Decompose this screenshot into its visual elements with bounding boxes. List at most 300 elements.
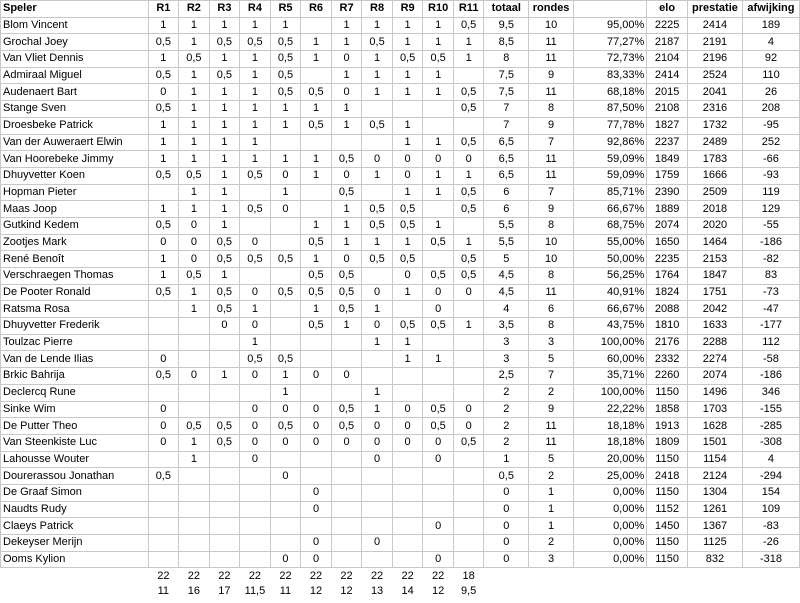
round-score	[301, 67, 332, 84]
total-score: 0	[484, 484, 529, 501]
rating-deviation: 346	[742, 384, 799, 401]
round-score: 0	[301, 535, 332, 552]
round-score: 0,5	[270, 67, 301, 84]
round-score: 0,5	[301, 117, 332, 134]
rounds-played: 9	[529, 67, 574, 84]
round-score: 1	[362, 167, 393, 184]
round-score: 0,5	[453, 17, 484, 34]
round-score: 1	[148, 268, 179, 285]
round-score	[270, 518, 301, 535]
performance-rating: 1261	[687, 501, 742, 518]
table-row	[1, 184, 800, 201]
elo-rating: 1810	[647, 318, 688, 335]
round-score: 0,5	[362, 217, 393, 234]
table-row	[1, 518, 800, 535]
round-summary: 11,5	[244, 585, 266, 598]
round-score: 0,5	[331, 268, 362, 285]
round-score: 0	[331, 167, 362, 184]
round-score: 1	[331, 217, 362, 234]
total-score: 3,5	[484, 318, 529, 335]
score-percentage: 43,75%	[573, 318, 646, 335]
score-percentage: 83,33%	[573, 67, 646, 84]
round-score: 0,5	[209, 418, 240, 435]
round-score: 0,5	[423, 51, 454, 68]
score-percentage: 0,00%	[573, 518, 646, 535]
round-score	[209, 551, 240, 568]
performance-rating: 2288	[687, 334, 742, 351]
player-name: Van de Lende Ilias	[1, 351, 149, 368]
player-name: De Graaf Simon	[1, 484, 149, 501]
round-score: 1	[392, 67, 423, 84]
elo-rating: 1150	[647, 384, 688, 401]
round-score	[179, 535, 210, 552]
round-score	[148, 301, 179, 318]
round-score	[423, 117, 454, 134]
round-score: 0	[423, 301, 454, 318]
round-score: 0,5	[392, 217, 423, 234]
player-name: Audenaert Bart	[1, 84, 149, 101]
rating-deviation: 109	[742, 501, 799, 518]
round-score: 1	[423, 84, 454, 101]
score-percentage: 60,00%	[573, 351, 646, 368]
total-score: 0	[484, 535, 529, 552]
rounds-played: 3	[529, 551, 574, 568]
round-score	[392, 501, 423, 518]
performance-rating: 1847	[687, 268, 742, 285]
round-score: 0	[301, 368, 332, 385]
round-summary	[529, 584, 574, 600]
round-score	[453, 368, 484, 385]
score-percentage: 77,27%	[573, 34, 646, 51]
round-score: 0,5	[331, 301, 362, 318]
elo-rating: 2225	[647, 17, 688, 34]
player-name: Ratsma Rosa	[1, 301, 149, 318]
round-score	[240, 535, 271, 552]
table-row	[1, 401, 800, 418]
round-score: 1	[270, 17, 301, 34]
round-summary: 12	[309, 585, 323, 598]
round-score: 1	[209, 101, 240, 118]
rating-deviation: -73	[742, 284, 799, 301]
table-footer	[1, 568, 800, 600]
score-percentage: 68,75%	[573, 217, 646, 234]
round-score: 1	[148, 201, 179, 218]
round-score: 1	[453, 167, 484, 184]
round-score	[362, 368, 393, 385]
round-score: 1	[179, 101, 210, 118]
round-score	[453, 518, 484, 535]
table-row	[1, 468, 800, 485]
rounds-played: 11	[529, 167, 574, 184]
performance-rating: 2041	[687, 84, 742, 101]
table-row	[1, 167, 800, 184]
round-score	[453, 535, 484, 552]
round-score	[179, 468, 210, 485]
round-score: 0,5	[148, 468, 179, 485]
rounds-played: 2	[529, 468, 574, 485]
round-score: 0,5	[453, 101, 484, 118]
rounds-played: 10	[529, 17, 574, 34]
total-score: 6,5	[484, 167, 529, 184]
round-score	[240, 184, 271, 201]
round-score: 0	[148, 418, 179, 435]
round-score: 0	[331, 84, 362, 101]
round-score: 0,5	[179, 268, 210, 285]
table-row	[1, 84, 800, 101]
performance-rating: 2074	[687, 368, 742, 385]
round-score: 1	[179, 301, 210, 318]
rating-deviation: 92	[742, 51, 799, 68]
score-percentage: 50,00%	[573, 251, 646, 268]
round-score	[240, 484, 271, 501]
round-score	[270, 134, 301, 151]
round-score: 1	[362, 301, 393, 318]
round-score	[301, 451, 332, 468]
column-header: R2	[179, 1, 210, 18]
total-score: 2,5	[484, 368, 529, 385]
round-score	[362, 268, 393, 285]
round-score: 0	[423, 518, 454, 535]
score-percentage: 72,73%	[573, 51, 646, 68]
round-summary: 11	[157, 585, 170, 598]
rounds-played: 5	[529, 351, 574, 368]
elo-rating: 2235	[647, 251, 688, 268]
player-name: Dourerassou Jonathan	[1, 468, 149, 485]
round-score: 0	[148, 84, 179, 101]
round-score: 0,5	[362, 34, 393, 51]
score-percentage: 56,25%	[573, 268, 646, 285]
player-name: Claeys Patrick	[1, 518, 149, 535]
elo-rating: 1650	[647, 234, 688, 251]
round-score: 1	[301, 101, 332, 118]
performance-rating: 2509	[687, 184, 742, 201]
rounds-played: 1	[529, 501, 574, 518]
player-name: Stange Sven	[1, 101, 149, 118]
table-row	[1, 101, 800, 118]
round-score: 0	[270, 167, 301, 184]
round-score	[240, 384, 271, 401]
round-score: 0	[392, 434, 423, 451]
table-row	[1, 51, 800, 68]
round-score	[179, 518, 210, 535]
round-score	[148, 518, 179, 535]
elo-rating: 2104	[647, 51, 688, 68]
round-score: 0	[453, 284, 484, 301]
elo-rating: 2390	[647, 184, 688, 201]
round-score: 1	[240, 101, 271, 118]
player-name: Naudts Rudy	[1, 501, 149, 518]
table-row	[1, 501, 800, 518]
round-score	[148, 384, 179, 401]
round-score	[423, 368, 454, 385]
score-percentage: 0,00%	[573, 501, 646, 518]
round-score	[240, 501, 271, 518]
round-score: 0,5	[209, 34, 240, 51]
total-score: 9,5	[484, 17, 529, 34]
round-score: 0,5	[331, 184, 362, 201]
round-score	[179, 401, 210, 418]
round-score: 1	[270, 384, 301, 401]
total-score: 8,5	[484, 34, 529, 51]
elo-rating: 2176	[647, 334, 688, 351]
round-score: 1	[423, 167, 454, 184]
round-score	[209, 518, 240, 535]
round-score: 1	[301, 34, 332, 51]
round-score	[392, 368, 423, 385]
total-score: 7,5	[484, 84, 529, 101]
round-score	[423, 251, 454, 268]
rounds-played: 7	[529, 184, 574, 201]
round-score	[179, 484, 210, 501]
rounds-played: 11	[529, 284, 574, 301]
round-score: 1	[179, 84, 210, 101]
rounds-played: 9	[529, 401, 574, 418]
performance-rating: 2414	[687, 17, 742, 34]
elo-rating: 1759	[647, 167, 688, 184]
rounds-played: 2	[529, 384, 574, 401]
round-score: 0,5	[148, 101, 179, 118]
elo-rating: 1150	[647, 551, 688, 568]
round-score	[392, 384, 423, 401]
round-score	[331, 351, 362, 368]
player-name: Dekeyser Merijn	[1, 535, 149, 552]
round-score	[209, 501, 240, 518]
round-score: 0,5	[209, 251, 240, 268]
round-score: 1	[240, 117, 271, 134]
table-row	[1, 551, 800, 568]
round-score: 0,5	[270, 418, 301, 435]
table-row	[1, 268, 800, 285]
round-score: 0,5	[148, 217, 179, 234]
round-score	[423, 384, 454, 401]
performance-rating: 1703	[687, 401, 742, 418]
rounds-played: 2	[529, 535, 574, 552]
round-score: 0,5	[423, 234, 454, 251]
performance-rating: 1501	[687, 434, 742, 451]
round-score	[270, 501, 301, 518]
rating-deviation: -83	[742, 518, 799, 535]
total-score: 0	[484, 501, 529, 518]
column-header: elo	[647, 1, 688, 18]
round-score: 0	[270, 401, 301, 418]
round-score	[362, 501, 393, 518]
round-score: 0	[270, 434, 301, 451]
total-score: 7,5	[484, 67, 529, 84]
rating-deviation: -95	[742, 117, 799, 134]
round-score	[453, 551, 484, 568]
score-percentage: 92,86%	[573, 134, 646, 151]
round-score	[453, 501, 484, 518]
rounds-played: 6	[529, 301, 574, 318]
rating-deviation: -186	[742, 234, 799, 251]
round-score	[148, 451, 179, 468]
round-score: 0	[331, 51, 362, 68]
round-score: 1	[362, 401, 393, 418]
round-score	[209, 351, 240, 368]
round-score: 1	[331, 101, 362, 118]
elo-rating: 1450	[647, 518, 688, 535]
round-score: 0,5	[240, 251, 271, 268]
column-header: afwijking	[742, 1, 799, 18]
round-score: 0,5	[179, 51, 210, 68]
rating-deviation: -177	[742, 318, 799, 335]
player-name: De Putter Theo	[1, 418, 149, 435]
elo-rating: 1889	[647, 201, 688, 218]
round-score	[453, 67, 484, 84]
round-score: 0,5	[362, 201, 393, 218]
round-score	[392, 301, 423, 318]
round-score: 0,5	[148, 368, 179, 385]
total-score: 2	[484, 384, 529, 401]
round-score: 1	[392, 334, 423, 351]
round-score	[301, 201, 332, 218]
round-summary	[742, 568, 799, 584]
round-score: 1	[362, 234, 393, 251]
round-score: 0	[392, 401, 423, 418]
total-score: 6,5	[484, 134, 529, 151]
round-score	[240, 551, 271, 568]
round-score	[423, 501, 454, 518]
table-row	[1, 318, 800, 335]
round-score	[209, 384, 240, 401]
total-score: 3	[484, 351, 529, 368]
player-name: Zootjes Mark	[1, 234, 149, 251]
round-score	[331, 384, 362, 401]
round-score: 1	[240, 134, 271, 151]
round-score: 0,5	[270, 284, 301, 301]
round-score: 0	[148, 351, 179, 368]
round-score: 1	[209, 17, 240, 34]
performance-rating: 1125	[687, 535, 742, 552]
round-score: 1	[453, 51, 484, 68]
round-score: 0,5	[392, 318, 423, 335]
round-score	[392, 451, 423, 468]
round-score: 0	[270, 468, 301, 485]
round-score: 1	[240, 84, 271, 101]
round-score: 0	[392, 268, 423, 285]
rounds-played: 5	[529, 451, 574, 468]
round-score: 0	[362, 451, 393, 468]
rating-deviation: -58	[742, 351, 799, 368]
rating-deviation: 129	[742, 201, 799, 218]
round-score: 1	[331, 117, 362, 134]
rating-deviation: -186	[742, 368, 799, 385]
round-score: 1	[362, 384, 393, 401]
footer-row	[1, 568, 800, 584]
round-score: 1	[179, 17, 210, 34]
rating-deviation: -285	[742, 418, 799, 435]
performance-rating: 1751	[687, 284, 742, 301]
performance-rating: 2153	[687, 251, 742, 268]
round-score: 0	[362, 151, 393, 168]
column-header: R6	[301, 1, 332, 18]
round-score: 0	[179, 368, 210, 385]
round-score: 0,5	[301, 268, 332, 285]
round-score: 1	[209, 167, 240, 184]
column-header: R11	[453, 1, 484, 18]
round-score	[453, 451, 484, 468]
round-score: 0	[240, 318, 271, 335]
round-score	[392, 484, 423, 501]
round-score	[209, 484, 240, 501]
round-score: 1	[209, 217, 240, 234]
column-header: R3	[209, 1, 240, 18]
round-score: 0,5	[423, 268, 454, 285]
rounds-played: 8	[529, 268, 574, 285]
round-score: 1	[423, 34, 454, 51]
round-score	[179, 551, 210, 568]
round-summary	[484, 568, 529, 584]
round-score: 0,5	[240, 167, 271, 184]
round-summary: 22	[392, 568, 423, 584]
elo-rating: 2414	[647, 67, 688, 84]
round-score: 0	[392, 167, 423, 184]
round-score: 1	[423, 67, 454, 84]
round-score: 0	[240, 434, 271, 451]
round-score	[423, 201, 454, 218]
round-score: 1	[423, 184, 454, 201]
round-score	[179, 501, 210, 518]
round-score: 0,5	[270, 51, 301, 68]
round-score: 0,5	[240, 201, 271, 218]
round-score: 1	[209, 184, 240, 201]
score-percentage: 25,00%	[573, 468, 646, 485]
round-score	[209, 334, 240, 351]
elo-rating: 1824	[647, 284, 688, 301]
elo-rating: 1913	[647, 418, 688, 435]
table-row	[1, 67, 800, 84]
round-score: 0	[270, 201, 301, 218]
total-score: 0	[484, 518, 529, 535]
performance-rating: 1732	[687, 117, 742, 134]
round-score: 0	[270, 551, 301, 568]
elo-rating: 1827	[647, 117, 688, 134]
round-score: 0,5	[453, 268, 484, 285]
round-score	[423, 334, 454, 351]
round-score	[209, 468, 240, 485]
round-score: 1	[453, 34, 484, 51]
round-summary: 22	[362, 568, 393, 584]
round-score	[179, 384, 210, 401]
round-score	[392, 535, 423, 552]
round-score: 1	[148, 151, 179, 168]
round-score	[301, 334, 332, 351]
round-score	[362, 518, 393, 535]
performance-rating: 2524	[687, 67, 742, 84]
player-name: Declercq Rune	[1, 384, 149, 401]
round-score	[179, 334, 210, 351]
round-score: 0,5	[270, 84, 301, 101]
rating-deviation: 154	[742, 484, 799, 501]
round-score: 1	[179, 34, 210, 51]
round-score: 0	[301, 401, 332, 418]
round-summary: 22	[179, 568, 210, 584]
round-score: 0	[362, 284, 393, 301]
total-score: 7	[484, 101, 529, 118]
round-score	[362, 101, 393, 118]
rounds-played: 9	[529, 201, 574, 218]
round-score: 1	[179, 117, 210, 134]
elo-rating: 1150	[647, 484, 688, 501]
round-summary: 14	[401, 585, 414, 598]
score-percentage: 0,00%	[573, 535, 646, 552]
performance-rating: 2020	[687, 217, 742, 234]
round-score	[270, 234, 301, 251]
round-score: 1	[270, 117, 301, 134]
round-score	[362, 551, 393, 568]
round-score: 1	[270, 368, 301, 385]
round-score: 1	[423, 17, 454, 34]
